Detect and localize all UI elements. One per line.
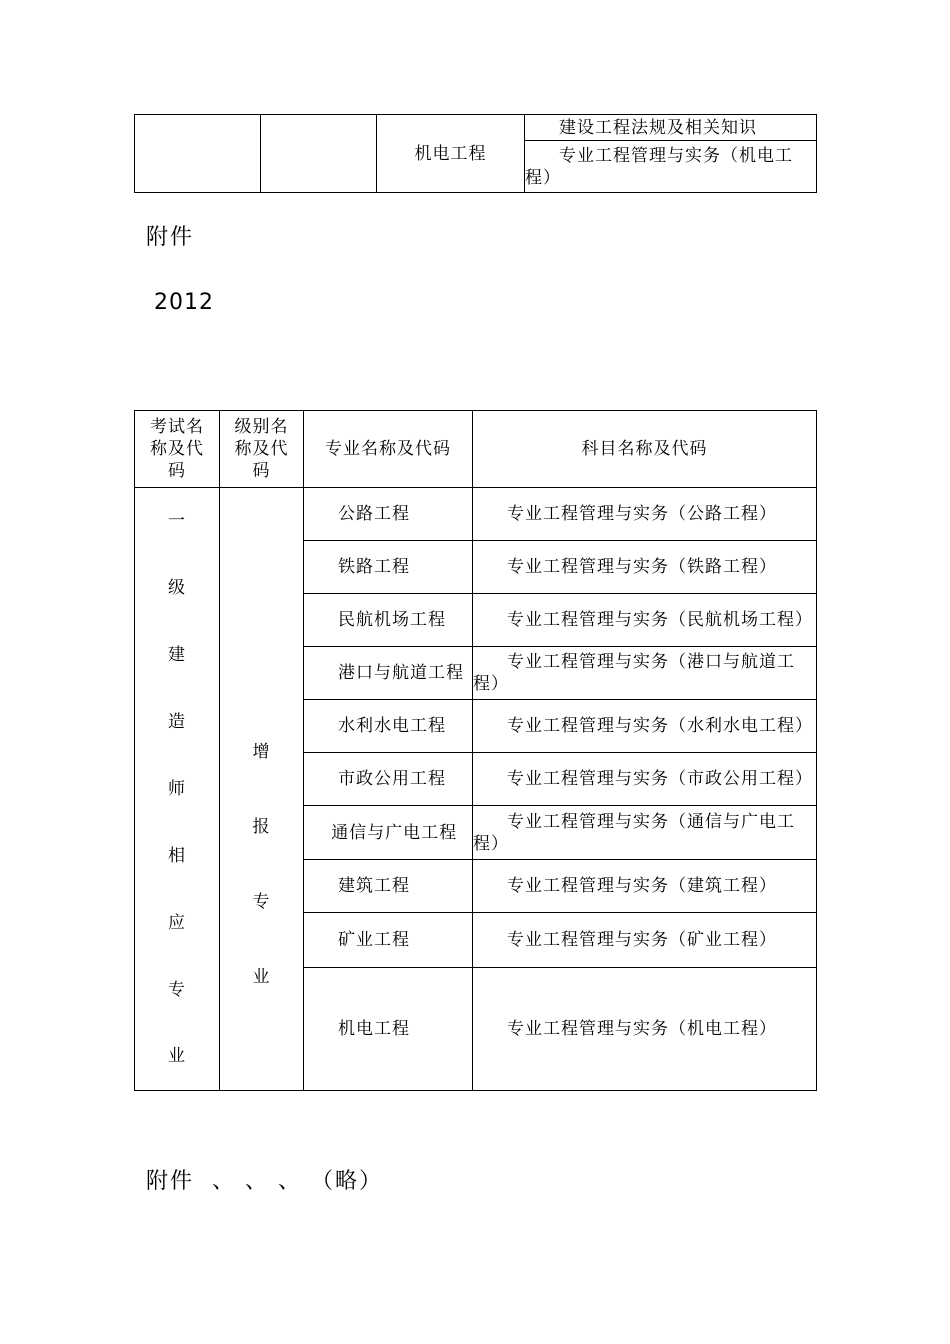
table-row-subject: 专业工程管理与实务（铁路工程） [473,541,817,594]
header-exam-name: 考试名称及代码 [135,411,220,488]
table-row-major: 机电工程 [304,967,473,1090]
top-table-subject-2: 专业工程管理与实务（机电工程） [525,141,817,193]
exam-name-char: 应 [168,912,186,933]
header-major-name: 专业名称及代码 [304,411,473,488]
table-row-major: 水利水电工程 [304,700,473,753]
header-subject-name: 科目名称及代码 [473,411,817,488]
table-row-major: 公路工程 [304,488,473,541]
table-row-major: 港口与航道工程 [304,647,473,700]
table-row-subject: 专业工程管理与实务（通信与广电工程） [473,806,817,859]
main-table [134,410,817,1091]
table-row-major: 市政公用工程 [304,753,473,806]
level-name-char: 增 [252,741,271,762]
top-table-major: 机电工程 [377,115,525,193]
exam-name-char: 相 [168,845,186,866]
level-name-char: 报 [252,816,271,837]
exam-name-char: 建 [168,645,186,666]
exam-name-char: 专 [168,979,186,1000]
table-row-major: 建筑工程 [304,859,473,912]
table-row-subject: 专业工程管理与实务（市政公用工程） [473,753,817,806]
table-row-subject: 专业工程管理与实务（公路工程） [473,488,817,541]
table-row-subject: 专业工程管理与实务（民航机场工程） [473,594,817,647]
top-table-empty-cell-2 [261,115,377,193]
attachment-label: 附件 [146,225,195,250]
exam-name-char: 级 [168,578,186,599]
exam-name-char: 造 [168,712,186,733]
level-name-cell [220,488,304,1091]
table-row-subject: 专业工程管理与实务（机电工程） [473,967,817,1090]
table-row-subject: 专业工程管理与实务（水利水电工程） [473,700,817,753]
level-name-vertical [220,714,303,1014]
exam-name-cell [135,488,220,1091]
table-row-major: 矿业工程 [304,912,473,967]
top-table-empty-cell-1 [135,115,261,193]
level-name-char: 专 [252,891,271,912]
exam-name-vertical [135,488,219,1090]
table-row-subject: 专业工程管理与实务（港口与航道工程） [473,647,817,700]
table-row-subject: 专业工程管理与实务（建筑工程） [473,859,817,912]
table-row-subject: 专业工程管理与实务（矿业工程） [473,912,817,967]
footer-note: 附件 、 、 、 （略） [146,1169,383,1194]
table-row-major: 民航机场工程 [304,594,473,647]
table-row-major: 铁路工程 [304,541,473,594]
top-table [134,114,817,193]
exam-name-char: 业 [168,1046,186,1067]
top-table-subject-1: 建设工程法规及相关知识 [525,115,817,141]
exam-name-char: 一 [168,511,186,532]
level-name-char: 业 [252,966,271,987]
doc-title: 2012 [154,290,214,315]
header-level-name: 级别名称及代码 [220,411,304,488]
table-row-major: 通信与广电工程 [304,806,473,859]
exam-name-char: 师 [168,778,186,799]
